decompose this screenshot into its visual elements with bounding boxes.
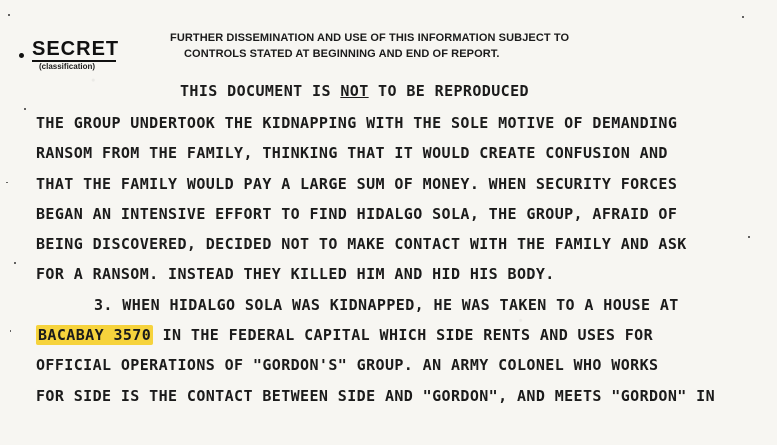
scan-speck — [742, 16, 744, 18]
address-line-rest: IN THE FEDERAL CAPITAL WHICH SIDE RENTS AND USES FOR — [153, 326, 654, 345]
body-line: FOR A RANSOM. INSTEAD THEY KILLED HIM AND HID HIS BODY. — [36, 265, 555, 284]
body-line: RANSOM FROM THE FAMILY, THINKING THAT IT WOULD CREATE CONFUSION AND — [36, 144, 668, 163]
body-line: BEING DISCOVERED, DECIDED NOT TO MAKE CONTACT WITH THE FAMILY AND ASK — [36, 235, 687, 254]
body-line: FOR SIDE IS THE CONTACT BETWEEN SIDE AND "GORDON", AND MEETS "GORDON" IN — [36, 386, 716, 405]
document-header — [18, 28, 758, 80]
reproduction-warning — [180, 82, 529, 100]
dissemination-line-2: CONTROLS STATED AT BEGINNING AND END OF REPORT. — [184, 48, 500, 60]
highlighted-address: BACABAY 3570 — [38, 326, 152, 345]
body-line: THAT THE FAMILY WOULD PAY A LARGE SUM OF MONEY. WHEN SECURITY FORCES — [36, 174, 678, 193]
scan-speck — [14, 262, 16, 264]
classification-label: SECRET — [32, 38, 120, 60]
scan-speck — [24, 108, 26, 110]
warning-emphasis: NOT — [340, 82, 369, 100]
paragraph-3-start: 3. WHEN HIDALGO SOLA WAS KIDNAPPED, HE WAS TAKEN TO A HOUSE AT — [94, 295, 679, 314]
scan-speck — [8, 14, 10, 16]
scan-speck — [748, 236, 750, 238]
classification-stamp — [32, 39, 150, 72]
body-line: OFFICIAL OPERATIONS OF "GORDON'S" GROUP. AN ARMY COLONEL WHO WORKS — [36, 356, 659, 375]
classification-sublabel: (classification) — [39, 62, 96, 71]
body-line: THE GROUP UNDERTOOK THE KIDNAPPING WITH THE SOLE MOTIVE OF DEMANDING — [36, 114, 678, 132]
warning-suffix: TO BE REPRODUCED — [368, 82, 529, 100]
dissemination-line-1: FURTHER DISSEMINATION AND USE OF THIS INFORMATION SUBJECT TO — [170, 32, 570, 44]
document-body — [36, 108, 766, 411]
scan-speck — [10, 330, 11, 332]
body-line: BEGAN AN INTENSIVE EFFORT TO FIND HIDALGO SOLA, THE GROUP, AFRAID OF — [36, 204, 678, 223]
bullet-mark — [19, 53, 24, 58]
scan-speck — [6, 182, 8, 183]
warning-prefix: THIS DOCUMENT IS — [180, 82, 341, 100]
body-line-address — [36, 320, 766, 350]
dissemination-notice — [170, 30, 690, 62]
